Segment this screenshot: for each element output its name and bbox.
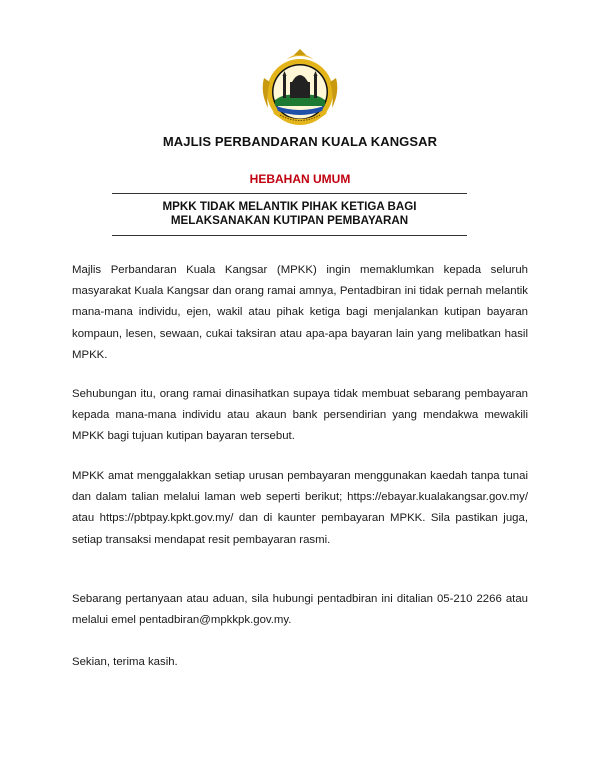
paragraph-closing: Sekian, terima kasih.: [72, 656, 178, 668]
paragraph-contact: Sebarang pertanyaan atau aduan, sila hubungi pentadbiran ini ditalian 05-210 2266 atau melalui emel pentadbiran@mpkkpk.gov.my.: [72, 593, 528, 627]
announcement-label: HEBAHAN UMUM: [249, 172, 351, 186]
organization-name: MAJLIS PERBANDARAN KUALA KANGSAR: [162, 134, 438, 149]
crest-logo-icon: [256, 48, 344, 128]
announcement-headline: MPKK TIDAK MELANTIK PIHAK KETIGA BAGI MELAKSANAKAN KUTIPAN PEMBAYARAN: [162, 200, 417, 227]
paragraph-advice: Sehubungan itu, orang ramai dinasihatkan supaya tidak membuat sebarang pembayaran kepada mana-mana individu atau akaun bank persendirian yang mendakwa mewakili MPKK bagi tujuan kutipan bayaran tersebut.: [72, 388, 528, 443]
headline-bottom-divider: [112, 235, 467, 236]
paragraph-payment-methods: MPKK amat menggalakkan setiap urusan pembayaran menggunakan kaedah tanpa tunai dan dalam talian melalui laman web seperti berikut; https://ebayar.kualakangsar.gov.my/ atau https://pbtpay.kpkt.gov.my/ dan di kaunter pembayaran MPKK. Sila pastikan juga, setiap transaksi mendapat resit pembayaran rasmi.: [72, 470, 528, 546]
paragraph-intro: Majlis Perbandaran Kuala Kangsar (MPKK) ingin memaklumkan kepada seluruh masyarakat Kuala Kangsar dan orang ramai amnya, Pentadbiran ini tidak pernah melantik mana-mana individu, ejen, wakil atau pihak ketiga bagi menjalankan kutipan bayaran kompaun, lesen, sewaan, cukai taksiran atau apa-apa bayaran lain yang melibatkan hasil MPKK.: [72, 264, 528, 361]
headline-top-divider: [112, 193, 467, 194]
